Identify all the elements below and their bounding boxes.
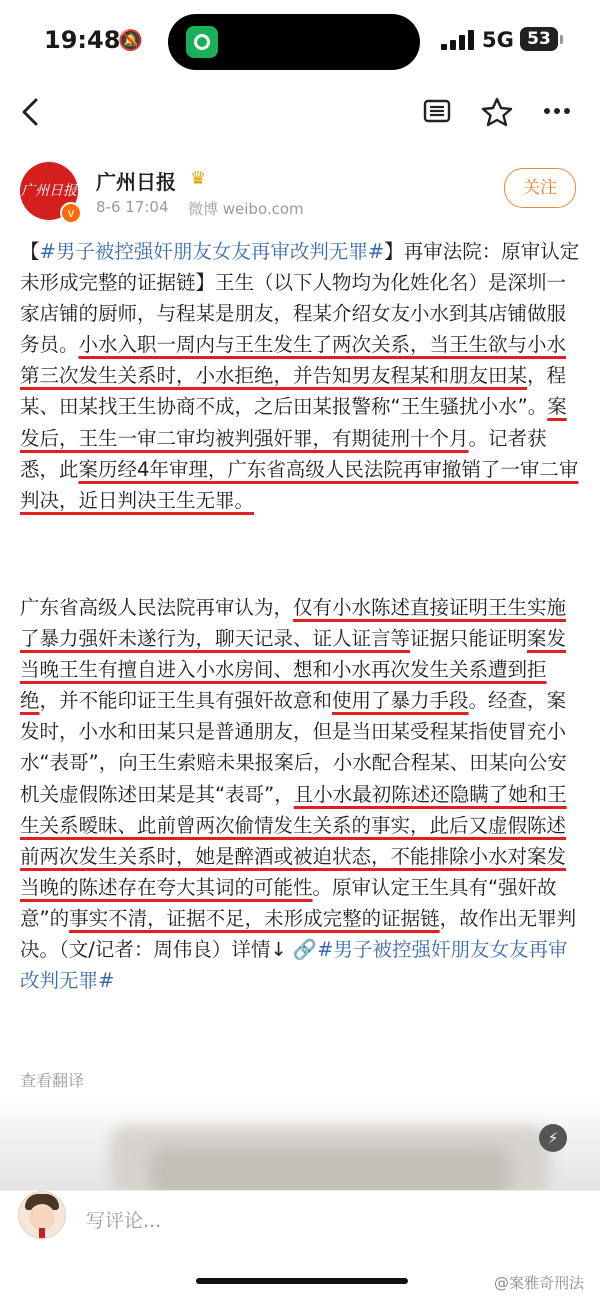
- app-activity-icon: [186, 26, 218, 58]
- comment-input[interactable]: 写评论...: [86, 1210, 162, 1232]
- status-bar: [0, 0, 600, 84]
- underlined-text: 且小水最初陈述还隐瞒了她和王生关系暧昧、此前曾两次偷情发生关系的事实，此后又虚假陈述前两次发生关系时，她是醉酒或被迫状态，不能排除小水对案发当晚的陈述存在夸大其词的可能性: [20, 782, 567, 899]
- underlined-text: 使用了暴力手段: [332, 689, 469, 713]
- post-text: 。记者获悉，此: [20, 426, 547, 481]
- list-icon[interactable]: [420, 96, 454, 130]
- follow-button[interactable]: 关注: [504, 168, 576, 208]
- post-time: 8-6 17:04: [96, 198, 169, 216]
- post-paragraph-2: [20, 592, 582, 996]
- media-preview[interactable]: [0, 1098, 600, 1190]
- post-text: ，程某、田某找王生协商不成，之后田某报警称“王生骚扰小水”。: [20, 364, 567, 419]
- post-text: 证据只能证明: [410, 627, 528, 651]
- verified-badge-icon: v: [60, 202, 82, 224]
- network-type: 5G: [482, 28, 514, 52]
- home-indicator[interactable]: [196, 1278, 408, 1284]
- post-text: 【: [20, 240, 40, 263]
- hashtag-link[interactable]: #男子被控强奸朋友女友再审改判无罪#: [39, 240, 385, 263]
- post-text: 。原审认定王生具有“强奸故意”的: [20, 875, 557, 930]
- nav-bar: [0, 84, 600, 142]
- battery-tip: [560, 35, 563, 44]
- watermark: @案雅奇刑法: [494, 1274, 585, 1292]
- post-paragraph-1: [20, 236, 582, 516]
- translate-link[interactable]: 查看翻译: [20, 1071, 85, 1090]
- star-icon[interactable]: [480, 96, 514, 130]
- post-text: ，故作出无罪判决。（文/记者：周伟良）详情↓: [20, 906, 577, 962]
- underlined-text: 仅有小水陈述直接证明王生实施了暴力强奸未遂行为，聊天记录、证人证言等: [20, 596, 567, 651]
- post-source: 微博 weibo.com: [188, 200, 304, 218]
- underlined-text: 事实不清，证据不足，未形成完整的证据链: [69, 906, 440, 930]
- signal-icon: [441, 30, 477, 50]
- underlined-text: 案发当晚王生有擅自进入小水房间、想和小水再次发生关系遭到拒绝: [20, 627, 567, 713]
- underlined-text: 案历经4年审理，广东省高级人民法院再审撤销了一审二审判决，近日判决王生无罪。: [20, 457, 579, 512]
- underlined-text: 小水入职一周内与王生发生了两次关系，当王生欲与小水第三次发生关系时，小水拒绝，并告知男友程某和朋友田某: [20, 333, 567, 388]
- crown-badge-icon: ♛: [190, 168, 207, 189]
- hashtag-link[interactable]: 🔗#男子被控强奸朋友女友再审改判无罪#: [20, 938, 568, 993]
- back-arrow-icon[interactable]: [16, 94, 46, 130]
- post-text: ，并不能印证王生具有强奸故意和: [39, 689, 333, 713]
- post-text: 。经查，案发时，小水和田某只是普通朋友，但是当田某受程某指使冒充小水“表哥”，向王生索赔未果报案后，小水配合程某、田某向公安机关虚假陈述田某是其“表哥”，: [20, 689, 567, 806]
- post-text: 广东省高级人民法院再审认为，: [20, 596, 294, 619]
- user-avatar[interactable]: [18, 1191, 66, 1239]
- status-time: 19:48: [44, 26, 121, 54]
- battery-icon: 53: [520, 27, 558, 51]
- more-icon[interactable]: [540, 96, 574, 130]
- underlined-text: 案发后，王生一审二审均被判强奸罪，有期徒刑十个月: [20, 395, 567, 450]
- account-name[interactable]: 广州日报: [96, 170, 176, 194]
- mute-bell-icon: 🔕: [118, 28, 143, 52]
- account-avatar[interactable]: 广州日报: [20, 162, 78, 220]
- dynamic-island[interactable]: [168, 14, 420, 70]
- lightning-icon[interactable]: ⚡: [539, 1124, 567, 1152]
- post-text: 】再审法院：原审认定未形成完整的证据链】王生（以下人物均为化姓化名）是深圳一家店铺的厨师，与程某是朋友，程某介绍女友小水到其店铺做服务员。: [20, 240, 580, 357]
